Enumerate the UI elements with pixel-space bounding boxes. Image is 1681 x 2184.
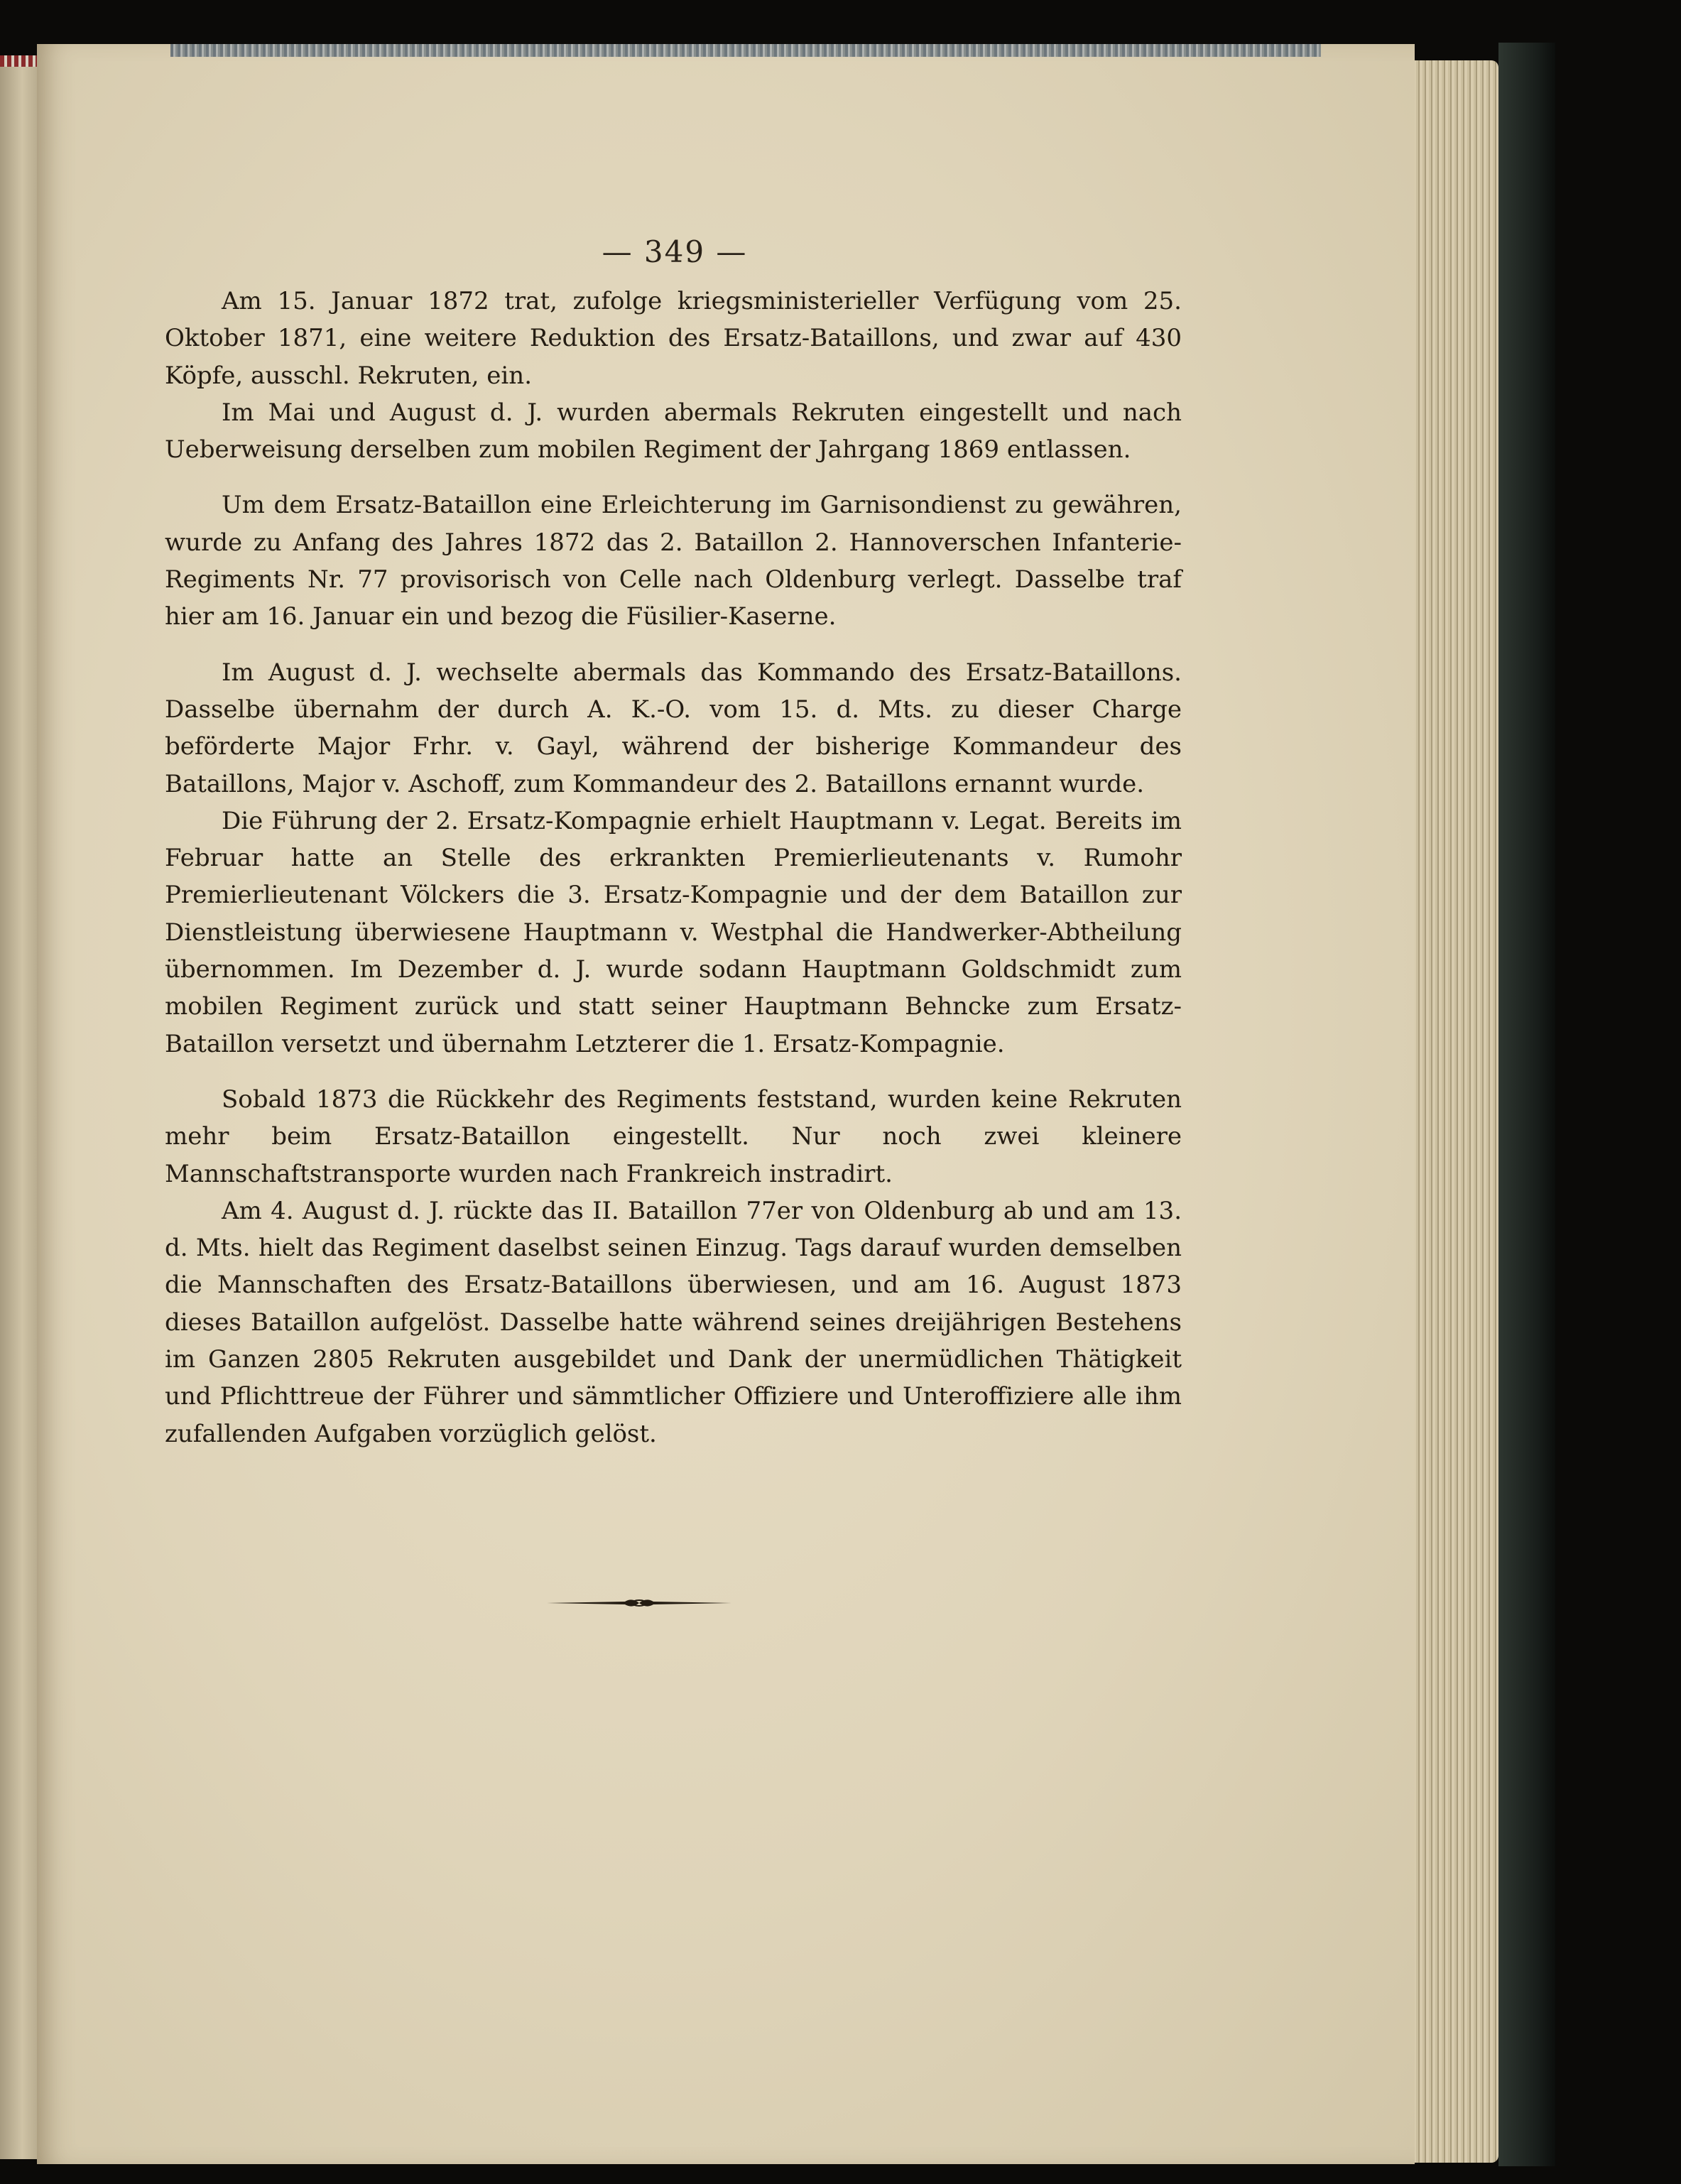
paragraph: Am 4. August d. J. rückte das II. Bataillon 77er von Oldenburg ab und am 13. d. Mts. hielt das Regiment daselbst seinen Einzug. Tags darauf wurden demselben die Mannschaften des Ersatz-Bataillons überwiesen, und am 16. August 1873 dieses Bataillon aufgelöst. Dasselbe hatte während seines dreijährigen Bestehens im Ganzen 2805 Rekruten ausgebildet und Dank der unermüdlichen Thätigkeit und Pflichttreue der Führer und sämmtlicher Offiziere und Unteroffiziere alle ihm zufallenden Aufgaben vorzüglich gelöst. (165, 1196, 1182, 1448)
left-page-edge (0, 57, 37, 2159)
paragraph: Die Führung der 2. Ersatz-Kompagnie erhielt Hauptmann v. Legat. Bereits im Februar hatte an Stelle des erkrankten Premierlieutenants v. Rumohr Premierlieutenant Völckers die 3. Ersatz-Kompagnie und der dem Bataillon zur Dienstleistung überwiesene Hauptmann v. Westphal die Handwerker-Abtheilung übernommen. Im Dezember d. J. wurde sodann Hauptmann Goldschmidt zum mobilen Regiment zurück und statt seiner Hauptmann Behncke zum Ersatz-Bataillon versetzt und übernahm Letzterer die 1. Ersatz-Kompagnie. (165, 806, 1182, 1058)
paragraph: Im August d. J. wechselte abermals das Kommando des Ersatz-Bataillons. Dasselbe übernahm der durch A. K.-O. vom 15. d. Mts. zu dieser Charge beförderte Major Frhr. v. Gayl, während der bisherige Kommandeur des Bataillons, Major v. Aschoff, zum Kommandeur des 2. Bataillons ernannt wurde. (165, 658, 1182, 798)
page-number: — 349 — (602, 234, 748, 269)
paragraph: Am 15. Januar 1872 trat, zufolge kriegsministerieller Verfügung vom 25. Oktober 1871, eine weitere Reduktion des Ersatz-Bataillons, und zwar auf 430 Köpfe, ausschl. Rekruten, ein. (165, 287, 1182, 390)
paragraph: Um dem Ersatz-Bataillon eine Erleichterung im Garnisondienst zu gewähren, wurde zu Anfang des Jahres 1872 das 2. Bataillon 2. Hannoverschen Infanterie-Regiments Nr. 77 provisorisch von Celle nach Oldenburg verlegt. Dasselbe traf hier am 16. Januar ein und bezog die Füsilier-Kaserne. (165, 491, 1182, 631)
paragraph: Im Mai und August d. J. wurden abermals Rekruten eingestellt und nach Ueberweisung derselben zum mobilen Regiment der Jahrgang 1869 entlassen. (165, 398, 1182, 464)
page-fore-edge (1410, 60, 1498, 2163)
book-cover-board (1498, 43, 1555, 2166)
top-edge-strip (170, 44, 1321, 57)
paragraph: Sobald 1873 die Rückkehr des Regiments feststand, wurden keine Rekruten mehr beim Ersatz-Bataillon eingestellt. Nur noch zwei kleinere Mannschaftstransporte wurden nach Frankreich instradirt. (165, 1085, 1182, 1188)
body-text (165, 283, 1182, 1452)
divider-ornament-icon (547, 1594, 731, 1612)
